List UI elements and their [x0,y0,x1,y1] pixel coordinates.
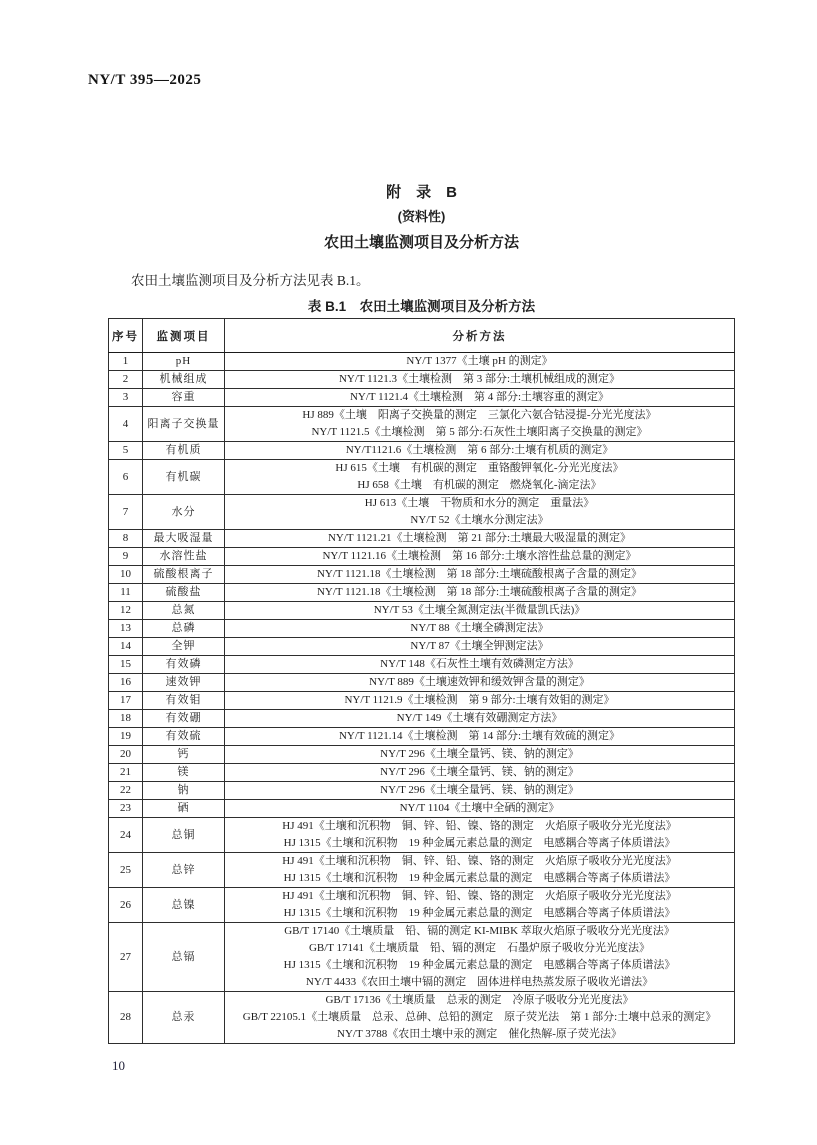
row-number-cell: 10 [109,566,143,584]
analysis-method-cell [225,530,735,548]
method-line: HJ 491《土壤和沉积物 铜、锌、铅、镍、铬的测定 火焰原子吸收分光光度法》 [282,855,677,867]
monitor-item-cell: 全钾 [143,638,225,656]
analysis-method-cell [225,923,735,992]
row-number-cell: 23 [109,800,143,818]
method-line: HJ 1315《土壤和沉积物 19 种金属元素总量的测定 电感耦合等离子体质谱法》 [283,872,676,884]
method-line: NY/T 1121.5《土壤检测 第 5 部分:石灰性土壤阳离子交换量的测定》 [311,426,648,438]
monitor-item-cell: 镁 [143,764,225,782]
analysis-method-cell [225,674,735,692]
monitor-item-cell: 有效磷 [143,656,225,674]
table-row [109,371,735,389]
table-row [109,888,735,923]
analysis-method-cell [225,656,735,674]
table-row [109,656,735,674]
analysis-method-cell [225,800,735,818]
monitor-item-cell: 硒 [143,800,225,818]
monitor-item-cell: 机械组成 [143,371,225,389]
appendix-subtitle: (资料性) [397,209,446,224]
row-number-cell: 6 [109,460,143,495]
monitor-item-cell: 总氮 [143,602,225,620]
row-number-cell: 24 [109,818,143,853]
table-row [109,728,735,746]
analysis-method-cell [225,728,735,746]
row-number-cell: 26 [109,888,143,923]
method-line: HJ 658《土壤 有机碳的测定 燃烧氧化-滴定法》 [357,479,602,491]
method-line: HJ 615《土壤 有机碳的测定 重铬酸钾氧化-分光光度法》 [335,462,624,474]
monitoring-table-body [109,353,735,1044]
monitor-item-cell: 总锌 [143,853,225,888]
row-number-cell: 13 [109,620,143,638]
method-line: NY/T 88《土壤全磷测定法》 [410,622,549,634]
row-number-cell: 5 [109,442,143,460]
method-line: HJ 889《土壤 阳离子交换量的测定 三氯化六氨合钴浸提-分光光度法》 [302,409,657,421]
table-row [109,442,735,460]
method-line: NY/T 4433《农田土壤中镉的测定 固体进样电热蒸发原子吸收光谱法》 [305,976,654,988]
row-number-cell: 3 [109,389,143,407]
method-line: HJ 613《土壤 干物质和水分的测定 重量法》 [364,497,595,509]
analysis-method-cell [225,407,735,442]
method-line: NY/T 1121.21《土壤检测 第 21 部分:土壤最大吸湿量的测定》 [327,532,632,544]
table-row [109,602,735,620]
row-number-cell: 16 [109,674,143,692]
method-line: NY/T 1121.14《土壤检测 第 14 部分:土壤有效硫的测定》 [338,730,621,742]
table-row [109,923,735,992]
analysis-method-cell [225,495,735,530]
monitor-item-cell: 总镉 [143,923,225,992]
monitor-item-cell: 钠 [143,782,225,800]
row-number-cell: 25 [109,853,143,888]
row-number-cell: 21 [109,764,143,782]
monitor-item-cell: 总磷 [143,620,225,638]
monitor-item-cell: 阳离子交换量 [143,407,225,442]
monitor-item-cell: pH [143,353,225,371]
monitor-item-cell: 水分 [143,495,225,530]
standard-code: NY/T 395—2025 [88,72,202,88]
monitor-item-cell: 有效硫 [143,728,225,746]
table-header [109,319,735,353]
analysis-method-cell [225,764,735,782]
appendix-title: 附 录 B [386,184,457,201]
header-cell-item: 监测项目 [143,319,225,353]
method-line: GB/T 17141《土壤质量 铅、镉的测定 石墨炉原子吸收分光光度法》 [308,942,651,954]
method-line: NY/T 1121.3《土壤检测 第 3 部分:土壤机械组成的测定》 [338,373,621,385]
method-line: NY/T 3788《农田土壤中汞的测定 催化热解-原子荧光法》 [337,1028,622,1040]
method-line: NY/T 87《土壤全钾测定法》 [410,640,549,652]
method-line: GB/T 22105.1《土壤质量 总汞、总砷、总铅的测定 原子荧光法 第 1 部分:土壤中总汞的测定》 [242,1011,717,1023]
method-line: NY/T 296《土壤全量钙、镁、钠的测定》 [380,766,579,778]
analysis-method-cell [225,692,735,710]
row-number-cell: 17 [109,692,143,710]
method-line: HJ 491《土壤和沉积物 铜、锌、铅、镍、铬的测定 火焰原子吸收分光光度法》 [282,820,677,832]
monitor-item-cell: 总镍 [143,888,225,923]
method-line: NY/T 889《土壤速效钾和缓效钾含量的测定》 [369,676,590,688]
row-number-cell: 19 [109,728,143,746]
monitor-item-cell: 有机质 [143,442,225,460]
row-number-cell: 18 [109,710,143,728]
row-number-cell: 14 [109,638,143,656]
table-row [109,692,735,710]
row-number-cell: 7 [109,495,143,530]
appendix-heading: 农田土壤监测项目及分析方法 [323,234,519,251]
method-line: NY/T 1104《土壤中全硒的测定》 [399,802,560,814]
table-row [109,710,735,728]
method-line: HJ 1315《土壤和沉积物 19 种金属元素总量的测定 电感耦合等离子体质谱法》 [283,959,676,971]
monitoring-table [108,318,735,1044]
method-line: NY/T 53《土壤全氮测定法(半微量凯氏法)》 [373,604,586,616]
analysis-method-cell [225,566,735,584]
table-row [109,566,735,584]
row-number-cell: 28 [109,992,143,1044]
monitor-item-cell: 速效钾 [143,674,225,692]
monitor-item-cell: 硫酸根离子 [143,566,225,584]
method-line: NY/T 296《土壤全量钙、镁、钠的测定》 [380,784,579,796]
method-line: HJ 1315《土壤和沉积物 19 种金属元素总量的测定 电感耦合等离子体质谱法》 [283,907,676,919]
table-row [109,746,735,764]
analysis-method-cell [225,638,735,656]
monitor-item-cell: 硫酸盐 [143,584,225,602]
method-line: NY/T 1121.16《土壤检测 第 16 部分:土壤水溶性盐总量的测定》 [322,550,637,562]
method-line: GB/T 17140《土壤质量 铅、镉的测定 KI-MIBK 萃取火焰原子吸收分光光度法》 [284,925,675,937]
row-number-cell: 8 [109,530,143,548]
analysis-method-cell [225,548,735,566]
monitor-item-cell: 最大吸湿量 [143,530,225,548]
row-number-cell: 15 [109,656,143,674]
table-header-row [109,319,735,353]
monitor-item-cell: 有效硼 [143,710,225,728]
analysis-method-cell [225,710,735,728]
page-number: 10 [112,1058,125,1073]
table-row [109,460,735,495]
method-line: NY/T 148《石灰性土壤有效磷测定方法》 [380,658,579,670]
monitor-item-cell: 有机碳 [143,460,225,495]
table-row [109,389,735,407]
analysis-method-cell [225,602,735,620]
row-number-cell: 2 [109,371,143,389]
analysis-method-cell [225,442,735,460]
monitor-item-cell: 总铜 [143,818,225,853]
analysis-method-cell [225,353,735,371]
row-number-cell: 27 [109,923,143,992]
monitor-item-cell: 总汞 [143,992,225,1044]
method-line: NY/T 149《土壤有效硼测定方法》 [396,712,563,724]
row-number-cell: 9 [109,548,143,566]
table-row [109,407,735,442]
row-number-cell: 4 [109,407,143,442]
table-row [109,818,735,853]
method-line: GB/T 17136《土壤质量 总汞的测定 冷原子吸收分光光度法》 [325,994,634,1006]
analysis-method-cell [225,389,735,407]
method-line: HJ 491《土壤和沉积物 铜、锌、铅、镍、铬的测定 火焰原子吸收分光光度法》 [282,890,677,902]
table-row [109,495,735,530]
table-row [109,782,735,800]
analysis-method-cell [225,782,735,800]
method-line: NY/T1121.6《土壤检测 第 6 部分:土壤有机质的测定》 [345,444,614,456]
method-line: NY/T 1377《土壤 pH 的测定》 [406,355,553,367]
table-row [109,353,735,371]
table-row [109,584,735,602]
intro-paragraph: 农田土壤监测项目及分析方法见表 B.1。 [131,273,370,288]
monitor-item-cell: 水溶性盐 [143,548,225,566]
analysis-method-cell [225,853,735,888]
table-row [109,620,735,638]
analysis-method-cell [225,888,735,923]
table-row [109,548,735,566]
method-line: NY/T 52《土壤水分测定法》 [410,514,549,526]
header-cell-method: 分析方法 [225,319,735,353]
table-caption: 表 B.1 农田土壤监测项目及分析方法 [307,299,536,314]
method-line: HJ 1315《土壤和沉积物 19 种金属元素总量的测定 电感耦合等离子体质谱法》 [283,837,676,849]
analysis-method-cell [225,818,735,853]
table-row [109,853,735,888]
method-line: NY/T 1121.18《土壤检测 第 18 部分:土壤硫酸根离子含量的测定》 [316,586,643,598]
row-number-cell: 11 [109,584,143,602]
analysis-method-cell [225,620,735,638]
table-row [109,800,735,818]
monitor-item-cell: 钙 [143,746,225,764]
analysis-method-cell [225,584,735,602]
monitor-item-cell: 容重 [143,389,225,407]
method-line: NY/T 296《土壤全量钙、镁、钠的测定》 [380,748,579,760]
method-line: NY/T 1121.18《土壤检测 第 18 部分:土壤硫酸根离子含量的测定》 [316,568,643,580]
row-number-cell: 22 [109,782,143,800]
analysis-method-cell [225,460,735,495]
table-row [109,674,735,692]
monitor-item-cell: 有效钼 [143,692,225,710]
analysis-method-cell [225,992,735,1044]
row-number-cell: 20 [109,746,143,764]
header-cell-no: 序号 [109,319,143,353]
table-row [109,992,735,1044]
method-line: NY/T 1121.9《土壤检测 第 9 部分:土壤有效钼的测定》 [344,694,615,706]
table-row [109,530,735,548]
analysis-method-cell [225,371,735,389]
table-row [109,764,735,782]
row-number-cell: 1 [109,353,143,371]
analysis-method-cell [225,746,735,764]
row-number-cell: 12 [109,602,143,620]
method-line: NY/T 1121.4《土壤检测 第 4 部分:土壤容重的测定》 [349,391,610,403]
table-row [109,638,735,656]
